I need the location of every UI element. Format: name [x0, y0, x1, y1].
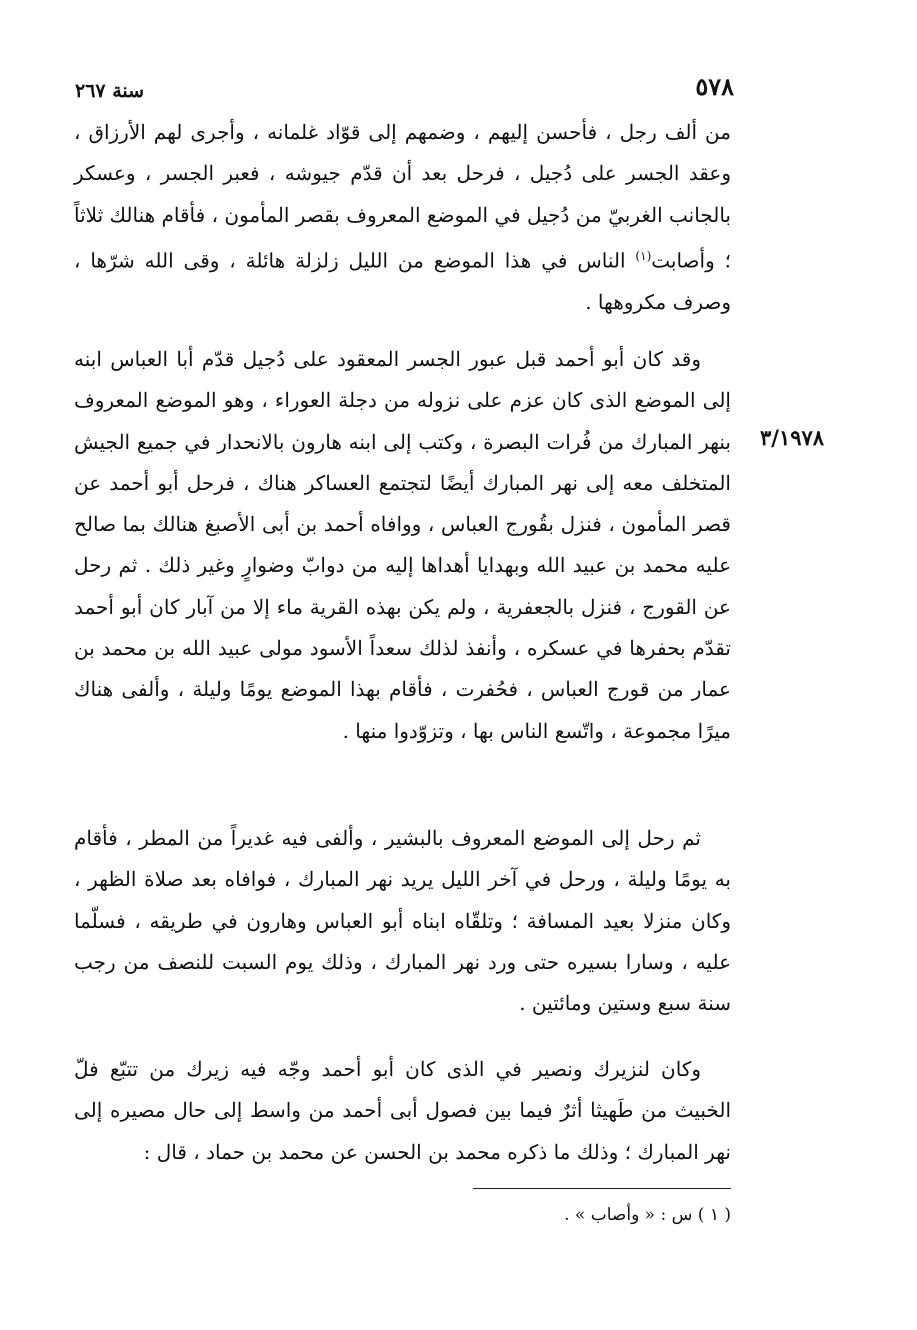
- paragraph-4: [74, 1049, 731, 1173]
- footnote: ( ١ ) س : « وأصاب » .: [564, 1205, 731, 1225]
- margin-reference: ٣/١٩٧٨: [760, 425, 825, 450]
- paragraph-1-text-after: الناس في هذا الموضع من الليل زلزلة هائلة ، وقى الله شرّها ، وصرف مكروهها .: [74, 248, 731, 314]
- paragraph-2-text: وقد كان أبو أحمد قبل عبور الجسر المعقود على دُجيل قدّم أبا العباس ابنه إلى الموضع الذى كان عزم على نزوله من دجلة العوراء ، وهو الموضع المعروف بنهر المبارك من فُرات البصرة ، وكتب إلى ابنه هارون بالانحدار في جميع الجيش المتخلف معه إلى نهر المبارك أيضًا لتجتمع العساكر هناك ، فرحل أبو أحمد عن قصر المأمون ، فنزل بقُورج العباس ، ووافاه أحمد بن أبى الأصبغ هنالك بما صالح عليه محمد بن عبيد الله وبهدايا أهداها إليه من دوابّ وضوارٍ وغير ذلك . ثم رحل عن القورج ، فنزل بالجعفرية ، ولم يكن بهذه القرية ماء إلا من آبار كان أبو أحمد تقدّم بحفرها في عسكره ، وأنفذ لذلك سعداً الأسود مولى عبيد الله بن محمد بن عمار من قورج العباس ، فحُفرت ، فأقام بهذا الموضع يومًا وليلة ، وألفى هناك ميرًا مجموعة ، واتّسع الناس بها ، وتزوّدوا منها .: [74, 347, 731, 743]
- footnote-marker: (١): [635, 248, 652, 263]
- page-number: ٥٧٨: [695, 72, 734, 101]
- paragraph-1: [74, 112, 731, 323]
- paragraph-1-text: من ألف رجل ، فأحسن إليهم ، وضمهم إلى قوّاد غلمانه ، وأجرى لهم الأرزاق ، وعقد الجسر على دُجيل ، فرحل بعد أن قدّم جيوشه ، فعبر الجسر ، وعسكر بالجانب الغربيّ من دُجيل في الموضع المعروف بقصر المأمون ، فأقام هنالك ثلاثاً ؛ وأصابت: [74, 120, 731, 273]
- paragraph-3: [74, 818, 731, 1024]
- paragraph-4-text: وكان لنزيرك ونصير في الذى كان أبو أحمد وجّه فيه زيرك من تتبّع فلّ الخبيث من طَهيثا أثرٌ فيما بين فصول أبى أحمد من واسط إلى حال مصيره إلى نهر المبارك ؛ وذلك ما ذكره محمد بن الحسن عن محمد بن حماد ، قال :: [74, 1057, 731, 1164]
- paragraph-3-text: ثم رحل إلى الموضع المعروف بالبشير ، وألفى فيه غديراً من المطر ، فأقام به يومًا وليلة ، ورحل في آخر الليل يريد نهر المبارك ، فوافاه بعد صلاة الظهر ، وكان منزلا بعيد المسافة ؛ وتلقّاه ابناه أبو العباس وهارون في طريقه ، فسلّما عليه ، وسارا بسيره حتى ورد نهر المبارك ، وذلك يوم السبت للنصف من رجب سنة سبع وستين ومائتين .: [74, 826, 731, 1016]
- footnote-divider: [473, 1188, 731, 1189]
- paragraph-2: [74, 339, 731, 752]
- running-head: سنة ٢٦٧: [75, 80, 145, 102]
